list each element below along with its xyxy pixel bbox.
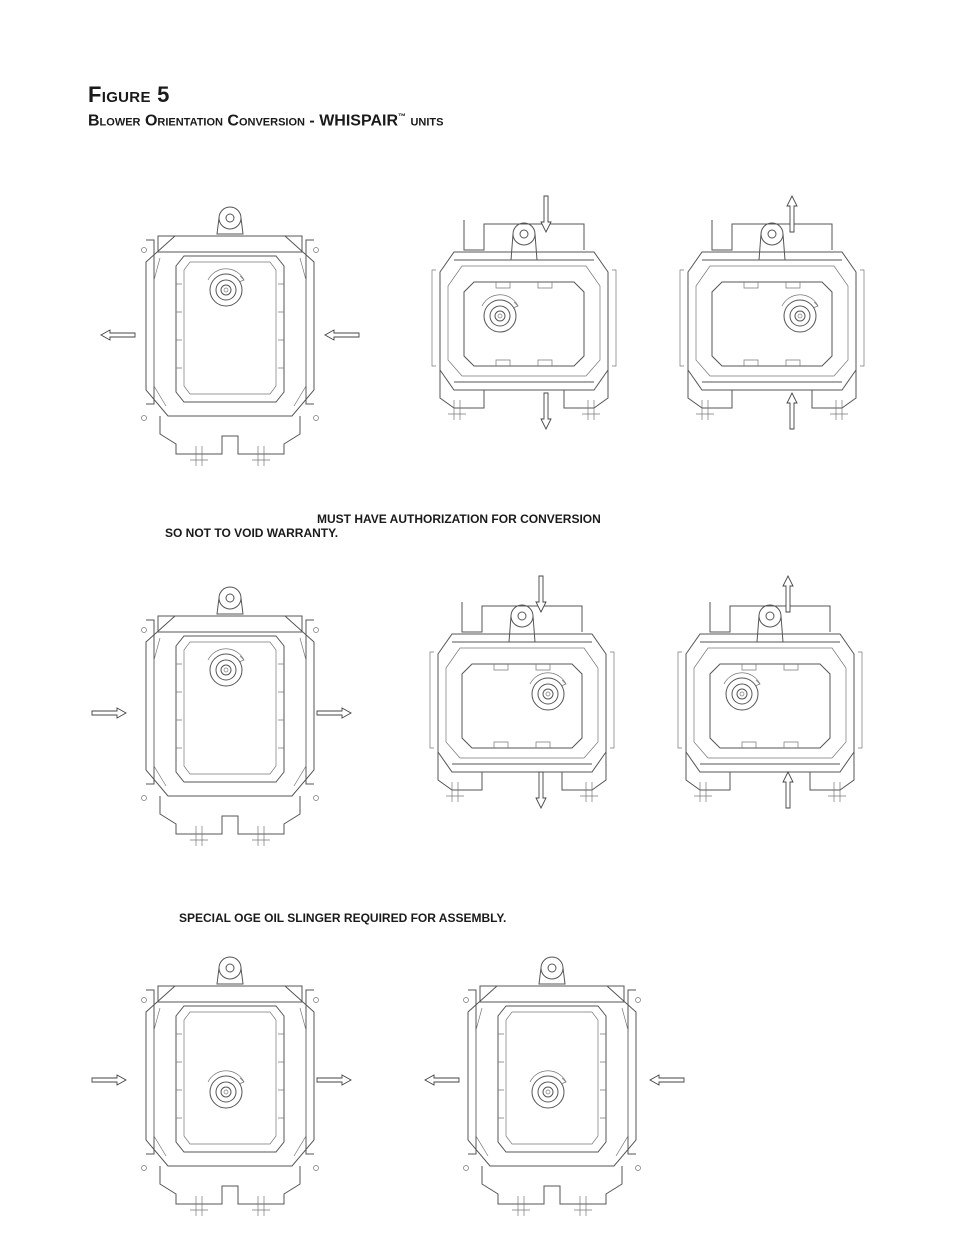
flow-arrow-r1-b-top	[787, 196, 797, 232]
trademark-symbol: ™	[398, 112, 407, 121]
authorization-note-line-2: SO NOT TO VOID WARRANTY.	[165, 526, 339, 540]
flow-arrow-r3-b-right	[650, 1075, 684, 1085]
flow-arrow-r1-a-top	[541, 196, 551, 232]
blower-r3-vertical-b	[464, 957, 641, 1216]
blower-r1-horizontal-b	[680, 220, 864, 420]
blower-r2-vertical	[142, 587, 319, 846]
subtitle-units: units	[410, 112, 444, 130]
subtitle-main: Blower Orientation Conversion - WHISPAIR	[88, 112, 399, 130]
flow-arrow-r1-right	[325, 330, 359, 340]
authorization-note-line-1: MUST HAVE AUTHORIZATION FOR CONVERSION	[317, 512, 601, 526]
oil-slinger-note: SPECIAL OGE OIL SLINGER REQUIRED FOR ASSEMBLY.	[179, 911, 507, 925]
blower-r2-horizontal-a	[430, 602, 614, 802]
flow-arrow-r2-left	[92, 708, 126, 718]
flow-arrow-r2-b-bottom	[783, 772, 793, 808]
flow-arrow-r2-b-top	[783, 576, 793, 612]
flow-arrow-r1-left	[101, 330, 135, 340]
flow-arrow-r1-a-bottom	[541, 393, 551, 429]
flow-arrow-r2-right	[317, 708, 351, 718]
blower-r1-vertical	[142, 207, 319, 466]
blower-r1-horizontal-a	[432, 220, 616, 420]
flow-arrow-r3-a-right	[317, 1075, 351, 1085]
figure-title: Figure 5	[88, 82, 170, 107]
flow-arrow-r2-a-bottom	[536, 772, 546, 808]
flow-arrow-r1-b-bottom	[787, 393, 797, 429]
blower-r2-horizontal-b	[678, 602, 862, 802]
flow-arrow-r3-a-left	[92, 1075, 126, 1085]
blower-r3-vertical-a	[142, 957, 319, 1216]
flow-arrow-r2-a-top	[536, 576, 546, 612]
flow-arrow-r3-b-left	[425, 1075, 459, 1085]
